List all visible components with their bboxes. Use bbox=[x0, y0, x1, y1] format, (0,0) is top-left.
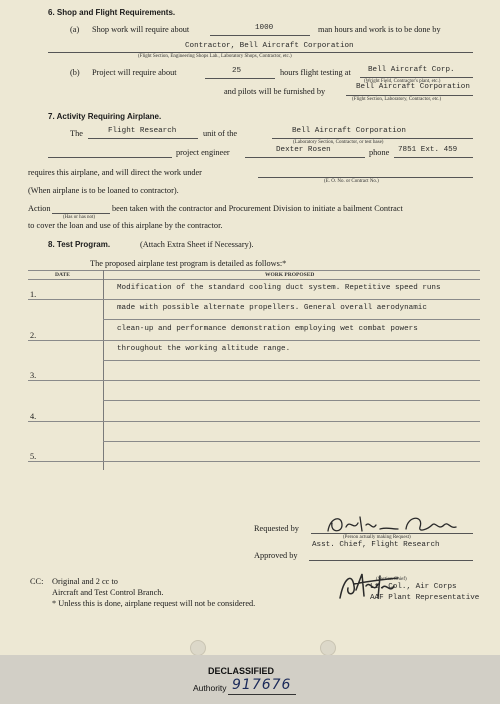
requested-by-caption: (Person actually making Request) bbox=[343, 535, 411, 540]
section-8-heading: 8. Test Program. bbox=[48, 240, 111, 249]
order-caption: (E. O. No. or Contract No.) bbox=[324, 179, 379, 184]
table-rule bbox=[103, 319, 480, 320]
row-number-4: 4. bbox=[30, 412, 37, 421]
requested-by-line bbox=[311, 533, 473, 534]
work-line-3: clean-up and performance demonstration employing wet combat powers bbox=[117, 325, 418, 333]
pilots-line bbox=[346, 95, 473, 96]
section-6-heading: 6. Shop and Flight Requirements. bbox=[48, 8, 176, 17]
authority-line bbox=[228, 694, 296, 695]
work-line-4: throughout the working altitude range. bbox=[117, 345, 291, 353]
flight-test-at-line bbox=[360, 77, 473, 78]
approved-by-caption: (Section Chief) bbox=[376, 577, 407, 582]
authority-label: Authority bbox=[193, 683, 227, 693]
test-program-intro: The proposed airplane test program is detailed as follows:* bbox=[90, 259, 287, 268]
authority-number: 917676 bbox=[232, 677, 292, 693]
pilots-caption: (Flight Section, Laboratory, Contractor, etc.) bbox=[352, 97, 442, 102]
punch-hole bbox=[190, 640, 206, 656]
shop-work-by-value: Contractor, Bell Aircraft Corporation bbox=[185, 42, 354, 50]
action-line bbox=[52, 213, 110, 214]
table-rule bbox=[103, 360, 480, 361]
has-caption: (Has or has not) bbox=[63, 215, 96, 220]
approved-by-line bbox=[309, 560, 473, 561]
order-line bbox=[258, 177, 473, 178]
table-rule bbox=[28, 461, 480, 462]
cc-line-1: Original and 2 cc to bbox=[52, 577, 118, 586]
column-header-date: DATE bbox=[55, 272, 70, 278]
approved-by-label: Approved by bbox=[254, 551, 298, 560]
shop-work-by-caption: (Flight Section, Engineering Shops Lab., Laboratory Shops, Contractor, etc.) bbox=[138, 54, 292, 59]
pilots-text: and pilots will be furnished by bbox=[224, 87, 326, 96]
flight-hours-value: 25 bbox=[232, 67, 242, 75]
table-rule bbox=[103, 400, 480, 401]
flight-test-text-2: hours flight testing at bbox=[280, 68, 351, 77]
project-engineer-text: project engineer bbox=[176, 148, 230, 157]
phone-label: phone bbox=[369, 148, 390, 157]
phone-value: 7851 Ext. 459 bbox=[398, 146, 458, 154]
approved-by-title: AAF Plant Representative bbox=[370, 594, 480, 602]
requested-by-label: Requested by bbox=[254, 524, 299, 533]
unit-of-text: unit of the bbox=[203, 129, 238, 138]
table-rule bbox=[28, 299, 480, 300]
shop-work-text: Shop work will require about bbox=[92, 25, 190, 34]
engineer-value: Dexter Rosen bbox=[276, 146, 331, 154]
flight-test-at-value: Bell Aircraft Corp. bbox=[368, 66, 455, 74]
table-rule bbox=[28, 380, 480, 381]
shop-work-text-2: man hours and work is to be done by bbox=[318, 25, 441, 34]
declassified-title: DECLASSIFIED bbox=[208, 666, 275, 676]
section-7-heading: 7. Activity Requiring Airplane. bbox=[48, 112, 162, 121]
row-number-2: 2. bbox=[30, 331, 37, 340]
requested-by-title: Asst. Chief, Flight Research bbox=[312, 541, 440, 549]
project-line bbox=[48, 157, 172, 158]
work-line-2: made with possible alternate propellers. General overall aerodynamic bbox=[117, 304, 427, 312]
punch-hole bbox=[320, 640, 336, 656]
shop-hours-line bbox=[210, 35, 310, 36]
unit-value: Flight Research bbox=[108, 127, 177, 135]
unit-line bbox=[88, 138, 198, 139]
phone-line bbox=[394, 157, 473, 158]
flight-test-at-caption: (Wright Field, Contractor's plant, etc.) bbox=[364, 79, 441, 84]
cc-label: CC: bbox=[30, 577, 44, 586]
organization-value: Bell Aircraft Corporation bbox=[292, 127, 406, 135]
action-label: Action bbox=[28, 204, 51, 213]
table-rule bbox=[103, 441, 480, 442]
flight-test-label: (b) bbox=[70, 68, 80, 77]
action-text: been taken with the contractor and Procurement Division to initiate a bailment Contract bbox=[112, 204, 403, 213]
engineer-line bbox=[245, 157, 365, 158]
column-header-work: WORK PROPOSED bbox=[265, 272, 315, 278]
section-8-note: (Attach Extra Sheet if Necessary). bbox=[140, 240, 254, 249]
flight-test-text: Project will require about bbox=[92, 68, 177, 77]
requires-text: requires this airplane, and will direct the work under bbox=[28, 168, 202, 177]
loaned-text: (When airplane is to be loaned to contractor). bbox=[28, 186, 179, 195]
cover-text: to cover the loan and use of this airplane by the contractor. bbox=[28, 221, 223, 230]
cc-line-2: Aircraft and Test Control Branch. bbox=[52, 588, 164, 597]
pilots-value: Bell Aircraft Corporation bbox=[356, 83, 470, 91]
row-number-3: 3. bbox=[30, 371, 37, 380]
flight-hours-line bbox=[205, 78, 275, 79]
shop-hours-value: 1000 bbox=[255, 24, 274, 32]
row-number-1: 1. bbox=[30, 290, 37, 299]
approved-by-rank: Lt. Col., Air Corps bbox=[370, 583, 457, 591]
table-rule bbox=[28, 340, 480, 341]
table-column-divider bbox=[103, 270, 104, 470]
table-rule bbox=[28, 421, 480, 422]
footer-note: * Unless this is done, airplane request will not be considered. bbox=[52, 599, 256, 608]
row-number-5: 5. bbox=[30, 452, 37, 461]
shop-work-by-line bbox=[48, 52, 473, 53]
organization-caption: (Laboratory Section, Contractor, or test base) bbox=[293, 140, 384, 145]
table-header-rule bbox=[28, 279, 480, 280]
organization-line bbox=[272, 138, 473, 139]
the-label: The bbox=[70, 129, 83, 138]
shop-work-label: (a) bbox=[70, 25, 80, 34]
declassification-stamp bbox=[0, 655, 500, 704]
table-top-rule bbox=[28, 270, 480, 271]
work-line-1: Modification of the standard cooling duct system. Repetitive speed runs bbox=[117, 284, 441, 292]
